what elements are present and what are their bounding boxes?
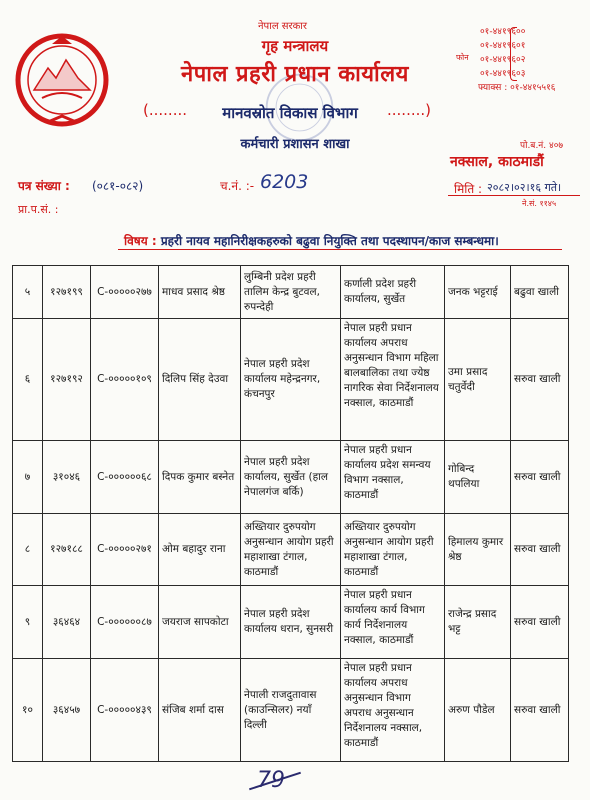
cell-code: C-०००००४३९: [91, 659, 159, 762]
table-row: [13, 514, 569, 586]
subject-line: [124, 232, 499, 249]
phone-brace: [510, 27, 517, 81]
cell-sn: ८: [13, 514, 43, 586]
cell-id: १२७१८८: [43, 514, 91, 586]
cell-replaced: हिमालय कुमार श्रेष्ठ: [445, 514, 511, 586]
ref-value: (०८१-०८२): [92, 179, 144, 193]
department-name: मानवस्रोत विकास विभाग: [222, 104, 358, 122]
cell-to: नेपाल प्रहरी प्रधान कार्यालय अपराध अनुसन्धान विभाग महिला बालबालिका तथा ज्येष्ठ नागरिक सेवा निर्देशनालय नक्साल, काठमाडौं: [341, 319, 445, 441]
cell-replaced: राजेन्द्र प्रसाद भट्ट: [445, 586, 511, 659]
cell-remark: सरुवा खाली: [511, 514, 569, 586]
phone-number: ०१-४४१९६००: [480, 27, 526, 37]
phone-number: ०१-४४१९६०२: [480, 55, 526, 65]
cell-id: १२७१९९: [43, 266, 91, 319]
cell-sn: ६: [13, 319, 43, 441]
cell-from: लुम्बिनी प्रदेश प्रहरी तालिम केन्द्र बुटवल, रुपन्देही: [241, 266, 341, 319]
cell-code: C-००००००६८: [91, 441, 159, 514]
ref-label: पत्र संख्या :: [18, 179, 70, 193]
cell-name: दिपक कुमार बस्नेत: [159, 441, 241, 514]
cell-to: नेपाल प्रहरी प्रधान कार्यालय कार्य विभाग कार्य निर्देशनालय नक्साल, काठमाडौं: [341, 586, 445, 659]
department-line: [143, 101, 431, 126]
cell-name: माधव प्रसाद श्रेष्ठ: [159, 266, 241, 319]
cell-remark: सरुवा खाली: [511, 659, 569, 762]
date-underline: [448, 195, 580, 196]
cell-name: ओम बहादुर राना: [159, 514, 241, 586]
cell-name: दिलिप सिंह देउवा: [159, 319, 241, 441]
fax-number: फ्याक्स : ०१-४४१५५१६: [478, 83, 556, 93]
cell-sn: १०: [13, 659, 43, 762]
office-title: नेपाल प्रहरी प्रधान कार्यालय: [181, 62, 409, 87]
cell-from: नेपाल प्रहरी प्रदेश कार्यालय, सुर्खेत (हाल नेपालगंज बर्कि): [241, 441, 341, 514]
cell-remark: सरुवा खाली: [511, 586, 569, 659]
cell-id: १२७१९२: [43, 319, 91, 441]
phone-number: ०१-४४१९६०१: [480, 41, 526, 51]
phone-list: [480, 25, 580, 81]
page-number: 79: [257, 768, 285, 793]
ministry-label: गृह मन्त्रालय: [261, 37, 329, 55]
cell-replaced: गोबिन्द थपलिया: [445, 441, 511, 514]
cell-sn: ९: [13, 586, 43, 659]
cell-replaced: अरुण पौडेल: [445, 659, 511, 762]
section-name: कर्मचारी प्रशासन शाखा: [240, 137, 350, 152]
cell-sn: ७: [13, 441, 43, 514]
phone-label: फोन: [456, 53, 469, 62]
cell-name: जयराज सापकोटा: [159, 586, 241, 659]
table-row: [13, 586, 569, 659]
cell-replaced: जनक भट्टराई: [445, 266, 511, 319]
prapasa-label: प्रा.प.सं. :: [18, 203, 59, 216]
po-box: पो.ब.नं. ४०७: [520, 141, 564, 151]
office-address: नक्साल, काठमाडौं: [450, 154, 544, 170]
cell-from: नेपाल प्रहरी प्रदेश कार्यालय धरान, सुनसरी: [241, 586, 341, 659]
cell-remark: सरुवा खाली: [511, 319, 569, 441]
table-row: [13, 266, 569, 319]
cell-to: कर्णाली प्रदेश प्रहरी कार्यालय, सुर्खेत: [341, 266, 445, 319]
cell-id: ३६४६४: [43, 586, 91, 659]
phone-number: ०१-४४१९६०३: [480, 69, 526, 79]
table-row: [13, 659, 569, 762]
cell-code: C-०००००२७१: [91, 514, 159, 586]
nepal-sambat: ने.सं. ११४५: [522, 199, 557, 208]
cell-code: C-०००००१०९: [91, 319, 159, 441]
cell-to: अख्तियार दुरुपयोग अनुसन्धान आयोग प्रहरी महाशाखा टंगाल, काठमाडौं: [341, 514, 445, 586]
cell-from: नेपाल प्रहरी प्रदेश कार्यालय महेन्द्रनगर, कंचनपुर: [241, 319, 341, 441]
cell-sn: ५: [13, 266, 43, 319]
cell-code: C-०००००२७७: [91, 266, 159, 319]
cell-from: नेपाली राजदुतावास (काउन्सिलर) नयाँ दिल्ली: [241, 659, 341, 762]
subject-underline: [118, 249, 562, 250]
cell-remark: सरुवा खाली: [511, 441, 569, 514]
government-label: नेपाल सरकार: [258, 21, 307, 32]
dispatch-number-value: 6203: [260, 171, 309, 193]
cell-id: ३१०४६: [43, 441, 91, 514]
subject-text: प्रहरी नायव महानिरीक्षकहरुको बढुवा नियुक्ति तथा पदस्थापन/काज सम्बन्धमा।: [160, 234, 499, 248]
date-label: मिति :: [454, 182, 483, 196]
cell-to: नेपाल प्रहरी प्रधान कार्यालय अपराध अनुसन्धान विभाग अपराध अनुसन्धान निर्देशनालय नक्साल, काठमाडौं: [341, 659, 445, 762]
cell-from: अख्तियार दुरुपयोग अनुसन्धान आयोग प्रहरी महाशाखा टंगाल, काठमाडौं: [241, 514, 341, 586]
department-close: ........): [387, 101, 431, 119]
table-row: [13, 319, 569, 441]
cell-name: संजिब शर्मा दास: [159, 659, 241, 762]
cell-id: ३६४५७: [43, 659, 91, 762]
cell-code: C-००००००८७: [91, 586, 159, 659]
table-row: [13, 441, 569, 514]
cell-remark: बढुवा खाली: [511, 266, 569, 319]
dispatch-number-label: च.नं. :-: [220, 179, 255, 193]
cell-replaced: उमा प्रसाद चतुर्वेदी: [445, 319, 511, 441]
subject-label: विषय :: [124, 234, 157, 248]
transfer-table: [12, 265, 569, 762]
date-value: २०८२।०२।१६ गते।: [487, 181, 562, 194]
cell-to: नेपाल प्रहरी प्रधान कार्यालय प्रदेश समन्वय विभाग नक्साल, काठमाडौं: [341, 441, 445, 514]
department-open: (........: [143, 101, 187, 119]
